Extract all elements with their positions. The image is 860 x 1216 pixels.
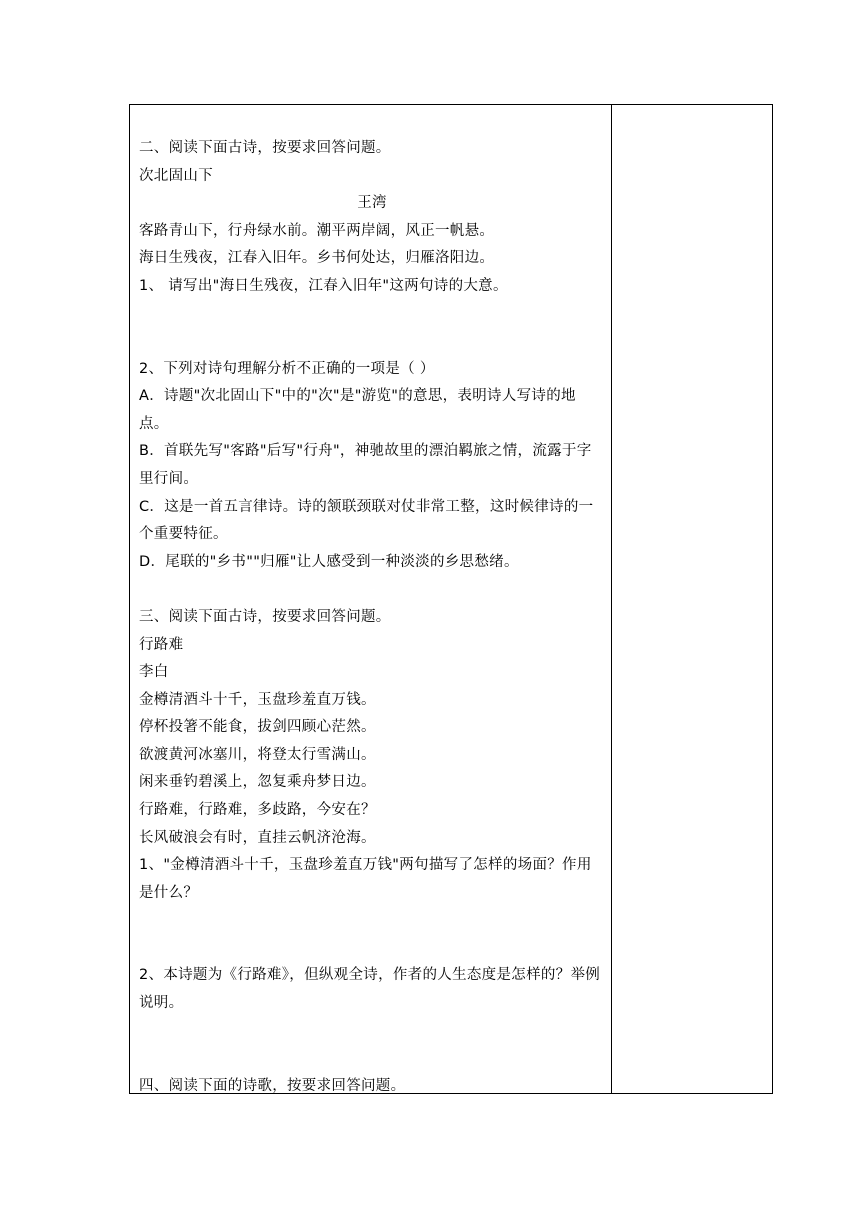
poem-title-xing-lu-nan: 行路难 [139,636,184,653]
option-d: D．尾联的"乡书""归雁"让人感受到一种淡淡的乡思愁绪。 [139,553,519,570]
poem-line: 欲渡黄河冰塞川，将登太行雪满山。 [139,746,376,763]
answer-space [139,301,605,356]
poem-line: 海日生残夜，江春入旧年。乡书何处达，归雁洛阳边。 [139,250,495,267]
section3-heading: 三、阅读下面古诗，按要求回答问题。 [139,608,391,625]
answer-space [139,1018,605,1073]
answer-space [139,907,605,962]
section3-question-1: 1、"金樽清酒斗十千，玉盘珍羞直万钱"两句描写了怎样的场面？作用是什么？ [139,857,592,901]
option-a: A．诗题"次北固山下"中的"次"是"游览"的意思，表明诗人写诗的地点。 [139,388,576,432]
poem-line: 闲来垂钓碧溪上，忽复乘舟梦日边。 [139,774,376,791]
section4-heading: 四、阅读下面的诗歌，按要求回答问题。 [139,1077,406,1094]
section-gap [139,576,605,604]
option-c: C．这是一首五言律诗。诗的颔联颈联对仗非常工整，这时候律诗的一个重要特征。 [139,498,594,543]
poem-author-wang-wan: 王湾 [357,195,387,212]
poem-line: 客路青山下，行舟绿水前。潮平两岸阔，风正一帆悬。 [139,222,495,239]
worksheet-table [129,104,773,1094]
poem-title-ci-bei-gu-shan-xia: 次北固山下 [139,167,213,184]
poem-line: 长风破浪会有时，直挂云帆济沧海。 [139,829,376,846]
section2-heading: 二、阅读下面古诗，按要求回答问题。 [139,140,391,156]
poem-line: 行路难，行路难，多歧路，今安在？ [139,802,376,819]
option-b: B．首联先写"客路"后写"行舟"，神驰故里的漂泊羁旅之情，流露于字里行间。 [139,443,592,487]
column-divider [611,105,612,1093]
notes-cell [613,105,772,1093]
section2-question-1: 1、 请写出"海日生残夜，江春入旧年"这两句诗的大意。 [139,277,508,294]
poem-author-li-bai: 李白 [139,664,169,681]
poem-line: 金樽清酒斗十千，玉盘珍羞直万钱。 [139,691,376,708]
section2-question-2: 2、下列对诗句理解分析不正确的一项是（ ） [139,360,435,377]
question-cell [139,135,605,1100]
poem-line: 停杯投箸不能食，拔剑四顾心茫然。 [139,719,376,736]
section3-question-2: 2、本诗题为《行路难》，但纵观全诗，作者的人生态度是怎样的？举例说明。 [139,967,601,1012]
